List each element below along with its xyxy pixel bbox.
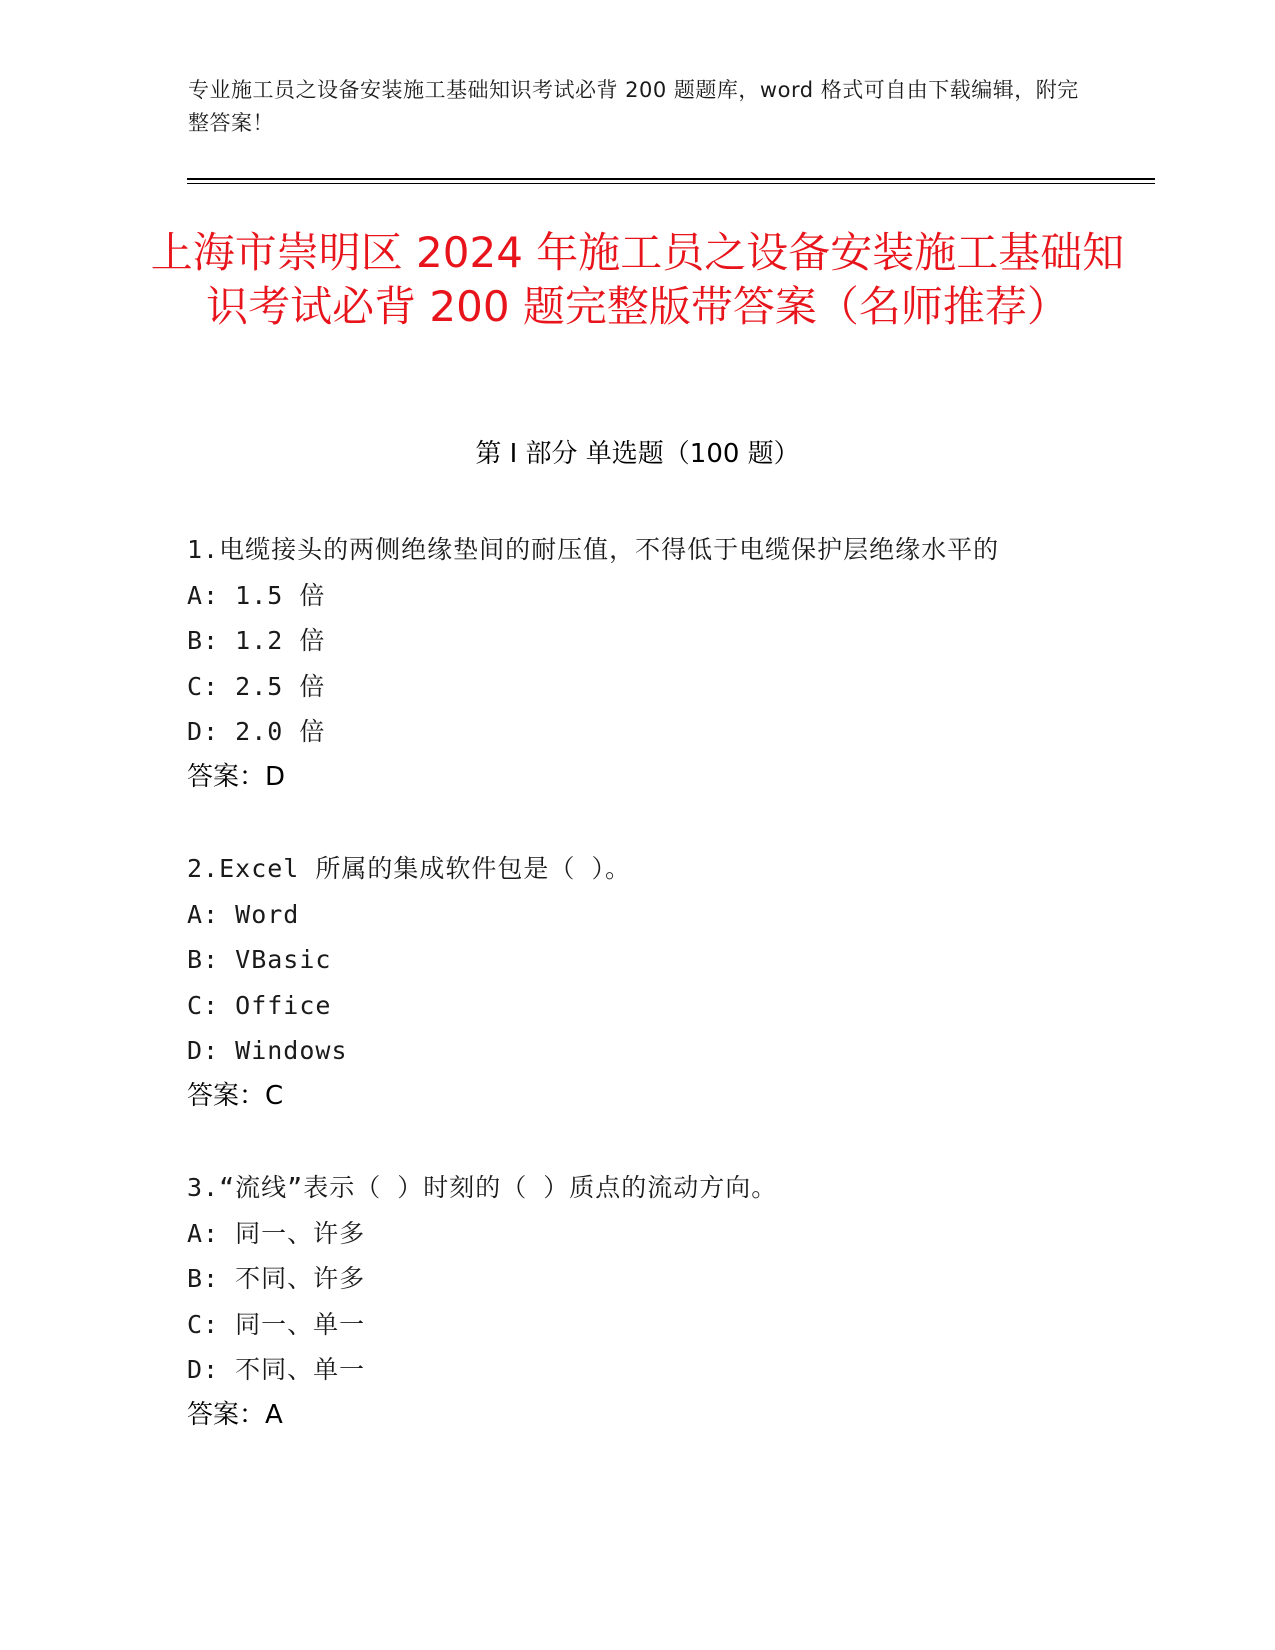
document-title: 上海市崇明区 2024 年施工员之设备安装施工基础知识考试必背 200 题完整版带答案（名师推荐） (150, 228, 1125, 331)
question-text: 1.电缆接头的两侧绝缘垫间的耐压值，不得低于电缆保护层绝缘水平的 (187, 535, 1000, 564)
option-b: B: 不同、许多 (187, 1264, 366, 1293)
option-d: D: 不同、单一 (187, 1355, 366, 1384)
option-d: D: 2.0 倍 (187, 717, 326, 746)
question-text: 3.“流线”表示（ ）时刻的（ ）质点的流动方向。 (187, 1173, 778, 1202)
option-a: A: Word (187, 899, 300, 929)
option-a: A: 1.5 倍 (187, 580, 326, 610)
question-1 (187, 527, 1087, 800)
option-b: B: 1.2 倍 (187, 626, 326, 655)
question-list (187, 527, 1087, 1484)
header-divider-thick (187, 178, 1155, 180)
option-b: B: VBasic (187, 945, 332, 974)
question-3 (187, 1165, 1087, 1438)
option-c: C: Office (187, 990, 332, 1020)
header-note: 专业施工员之设备安装施工基础知识考试必背 200 题题库，word 格式可自由下载编辑，附完整答案！ (188, 78, 1079, 135)
answer: 答案：A (187, 1399, 283, 1430)
question-2 (187, 846, 1087, 1119)
option-c: C: 2.5 倍 (187, 671, 326, 701)
question-text: 2.Excel 所属的集成软件包是（ ）。 (187, 854, 631, 883)
section-heading: 第 I 部分 单选题（100 题） (475, 439, 800, 469)
answer: 答案：C (187, 1080, 284, 1111)
answer: 答案：D (187, 761, 286, 792)
header-divider-thin (187, 183, 1155, 184)
option-c: C: 同一、单一 (187, 1309, 366, 1339)
option-a: A: 同一、许多 (187, 1218, 366, 1248)
option-d: D: Windows (187, 1036, 348, 1065)
